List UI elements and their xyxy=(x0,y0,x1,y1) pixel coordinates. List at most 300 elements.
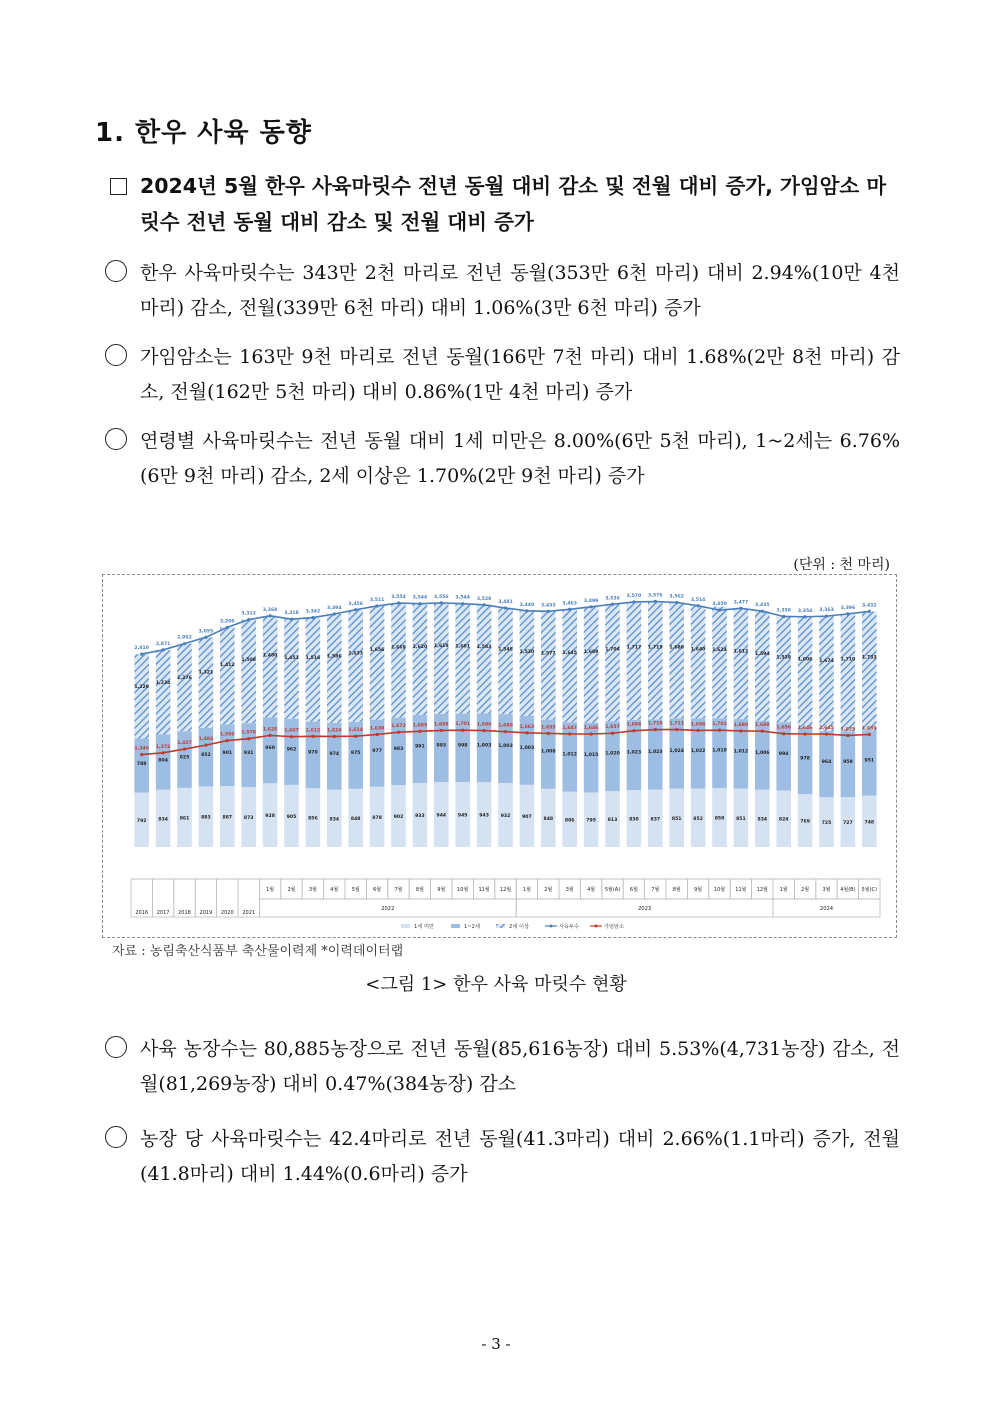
bar-label: 959 xyxy=(843,759,853,765)
line-point xyxy=(418,730,421,733)
line-point xyxy=(440,601,443,604)
line-label: 3,499 xyxy=(583,598,599,604)
line-label: 1,710 xyxy=(648,721,663,727)
category-label: 1월 xyxy=(779,887,788,893)
legend-label: 2세 이상 xyxy=(509,924,529,930)
line-label: 1,672 xyxy=(391,724,406,730)
bar-label: 1,022 xyxy=(690,748,706,754)
bar-label: 901 xyxy=(222,751,233,757)
bullet-text: 한우 사육마릿수는 343만 2천 마리로 전년 동월(353만 6천 마리) 대비 2.94%(10만 4천 마리) 감소, 전월(339만 6천 마리) 대비 1.06%(3만 6천 마리) 증가 xyxy=(140,262,900,319)
bar-label: 951 xyxy=(864,758,875,764)
line-label: 2,962 xyxy=(177,635,192,641)
line-label: 1,550 xyxy=(220,732,235,738)
page-number: - 3 - xyxy=(481,1335,511,1353)
bar-label: 861 xyxy=(179,816,190,822)
line-point xyxy=(611,732,614,735)
bar-segment xyxy=(134,654,149,738)
bar-label: 993 xyxy=(436,743,447,749)
bar-label: 1,669 xyxy=(391,645,406,651)
category-label: 6월 xyxy=(373,887,382,893)
line-label: 1,655 xyxy=(541,725,556,731)
bar-segment xyxy=(498,608,513,714)
bar-label: 907 xyxy=(522,814,532,820)
line-point xyxy=(868,733,871,736)
bar-label: 983 xyxy=(393,746,404,752)
bar-label: 978 xyxy=(800,756,810,762)
bar-label: 975 xyxy=(350,750,361,756)
line-point xyxy=(247,618,250,621)
bar-label: 1,003 xyxy=(519,745,535,751)
bar-label: 856 xyxy=(308,816,318,822)
line-label: 1,657 xyxy=(605,725,620,731)
bar-label: 873 xyxy=(243,816,254,822)
section-title: 1. 한우 사육 동향 xyxy=(95,118,312,148)
line-label: 1,625 xyxy=(840,727,856,733)
legend-swatch xyxy=(496,924,505,928)
bar-segment xyxy=(712,607,727,718)
bar-label: 1,023 xyxy=(648,749,663,755)
bar-segment xyxy=(348,610,363,722)
bar-label: 945 xyxy=(457,813,468,819)
bar-label: 1,276 xyxy=(177,675,192,681)
bar-segment xyxy=(220,627,235,724)
bar-segment xyxy=(562,609,577,722)
line-label: 3,544 xyxy=(455,595,470,601)
line-label: 3,396 xyxy=(840,605,856,611)
bar-label: 902 xyxy=(393,815,404,821)
bar-segment xyxy=(776,617,791,723)
line-label: 3,318 xyxy=(284,611,299,617)
bar-label: 858 xyxy=(714,816,725,822)
line-point xyxy=(226,739,229,742)
bar-label: 725 xyxy=(821,821,832,827)
line-label: 1,711 xyxy=(669,721,684,727)
category-label: 7월 xyxy=(394,887,403,893)
bar-label: 848 xyxy=(350,816,361,822)
line-label: 1,701 xyxy=(455,722,470,728)
category-label: 4월 xyxy=(587,887,596,893)
line-label: 3,463 xyxy=(562,601,577,607)
line-point xyxy=(483,603,486,606)
bar-segment xyxy=(819,616,834,731)
line-label: 3,055 xyxy=(198,629,214,635)
line-label: 1,694 xyxy=(626,722,642,728)
line-point xyxy=(376,604,379,607)
line-label: 3,562 xyxy=(669,594,684,600)
bar-label: 943 xyxy=(479,813,489,819)
bullet-text: 농장 당 사육마릿수는 42.4마리로 전년 동월(41.3마리) 대비 2.66%(1.1마리) 증가, 전월(41.8마리) 대비 1.44%(0.6마리) 증가 xyxy=(140,1128,900,1185)
bar-label: 1,012 xyxy=(562,752,577,758)
bar-label: 1,020 xyxy=(605,751,620,757)
line-label: 3,432 xyxy=(862,603,877,609)
category-label: 4월 xyxy=(330,887,339,893)
bar-label: 1,606 xyxy=(797,657,813,663)
bar-label: 825 xyxy=(179,755,190,761)
line-label: 3,312 xyxy=(241,611,256,617)
bar-segment xyxy=(648,602,663,720)
line-point xyxy=(525,609,528,612)
line-label: 1,688 xyxy=(755,723,770,729)
line-point xyxy=(590,732,593,735)
category-label: 2월 xyxy=(287,887,296,893)
bar-segment xyxy=(798,617,813,727)
bullet-paragraph xyxy=(105,424,900,494)
bar-segment xyxy=(734,608,749,719)
bar-segment xyxy=(627,602,642,720)
line-label: 1,614 xyxy=(348,728,363,734)
line-point xyxy=(183,642,186,645)
bullet-paragraph xyxy=(105,1032,900,1102)
line-point xyxy=(204,636,207,639)
bullet-paragraph xyxy=(105,256,900,326)
circle-bullet-icon xyxy=(105,428,127,450)
line-label: 2,871 xyxy=(155,641,171,647)
line-point xyxy=(162,751,165,754)
bullet-paragraph xyxy=(105,1122,900,1192)
bar-label: 848 xyxy=(543,816,554,822)
square-bullet xyxy=(110,172,142,201)
bar-label: 851 xyxy=(671,816,682,822)
bar-segment xyxy=(584,607,599,723)
bar-label: 1,006 xyxy=(755,750,770,756)
bar-label: 977 xyxy=(372,748,382,754)
line-point xyxy=(761,730,764,733)
line-label: 3,200 xyxy=(220,619,235,625)
line-point xyxy=(269,614,272,617)
line-label: 1,484 xyxy=(198,737,214,743)
bar-label: 962 xyxy=(286,747,297,753)
bar-label: 905 xyxy=(286,814,297,820)
bar-label: 1,003 xyxy=(498,744,513,750)
circle-bullet-icon xyxy=(105,344,127,366)
bar-label: 1,024 xyxy=(669,748,684,754)
bar-label: 1,594 xyxy=(755,651,770,657)
category-label: 3월 xyxy=(308,887,317,893)
line-point xyxy=(311,616,314,619)
bar-label: 804 xyxy=(158,758,168,764)
chart-frame xyxy=(102,574,897,938)
line-label: 3,556 xyxy=(434,594,449,600)
line-point xyxy=(846,612,849,615)
line-label: 1,685 xyxy=(412,723,428,729)
bar-label: 852 xyxy=(201,753,211,759)
line-point xyxy=(675,728,678,731)
line-point xyxy=(226,626,229,629)
bar-segment xyxy=(327,614,342,723)
category-label: 12월 xyxy=(756,887,768,893)
line-point xyxy=(590,605,593,608)
line-point xyxy=(525,731,528,734)
legend-label: 사육두수 xyxy=(559,924,580,930)
bar-label: 1,715 xyxy=(648,645,663,651)
bar-label: 792 xyxy=(136,818,147,824)
category-label: 2월 xyxy=(801,887,810,893)
category-label: 5월(C) xyxy=(861,887,878,893)
bar-label: 727 xyxy=(843,821,853,827)
bar-segment xyxy=(284,619,299,719)
bar-label: 1,546 xyxy=(498,647,513,653)
bar-label: 1,012 xyxy=(733,749,749,755)
bar-label: 1,008 xyxy=(541,749,556,755)
line-label: 3,554 xyxy=(391,595,406,601)
line-point xyxy=(632,600,635,603)
line-point xyxy=(354,735,357,738)
line-label: 3,481 xyxy=(498,600,513,606)
line-label: 1,427 xyxy=(177,741,192,747)
circle-bullet-icon xyxy=(105,1126,127,1148)
bar-label: 1,480 xyxy=(262,653,278,659)
category-label: 2020 xyxy=(220,910,234,916)
line-point xyxy=(739,607,742,610)
bar-label: 933 xyxy=(415,813,425,819)
category-label: 6월 xyxy=(629,887,638,893)
line-point xyxy=(162,648,165,651)
line-label: 1,646 xyxy=(797,726,813,732)
line-label: 1,610 xyxy=(327,728,342,734)
bar-label: 824 xyxy=(778,817,789,823)
line-label: 3,433 xyxy=(541,603,556,609)
bar-label: 964 xyxy=(821,759,832,765)
bar-segment xyxy=(413,604,428,715)
line-label: 3,570 xyxy=(626,593,642,599)
source-note: 자료 : 농림축산식품부 축산물이력제 *이력데이터랩 xyxy=(112,944,404,959)
line-point xyxy=(440,729,443,732)
line-point xyxy=(397,731,400,734)
line-label: 3,342 xyxy=(305,609,321,615)
bar-label: 1,717 xyxy=(626,645,642,651)
category-label: 11월 xyxy=(735,887,747,893)
bar-label: 970 xyxy=(308,750,318,756)
line-label: 1,612 xyxy=(305,728,321,734)
circle-bullet-icon xyxy=(105,1036,127,1058)
line-point xyxy=(418,602,421,605)
line-point xyxy=(247,737,250,740)
bar-label: 1,674 xyxy=(819,658,834,664)
bar-segment xyxy=(199,637,214,728)
bar-label: 1,018 xyxy=(712,748,727,754)
bar-label: 974 xyxy=(329,751,340,757)
bar-label: 769 xyxy=(800,819,810,825)
line-point xyxy=(761,610,764,613)
line-point xyxy=(804,615,807,618)
bar-segment xyxy=(477,605,492,714)
bar-segment xyxy=(455,604,470,714)
bar-label: 1,412 xyxy=(220,663,235,669)
line-point xyxy=(140,753,143,756)
line-label: 3,514 xyxy=(690,597,706,603)
bar-label: 806 xyxy=(564,818,575,824)
bar-label: 788 xyxy=(136,761,147,767)
line-label: 1,607 xyxy=(284,728,299,734)
bar-segment xyxy=(862,611,877,730)
bar-label: 1,003 xyxy=(476,743,492,749)
line-point xyxy=(718,609,721,612)
category-label: 8월 xyxy=(415,887,424,893)
category-label: 10월 xyxy=(713,887,726,893)
line-label: 1,698 xyxy=(434,722,449,728)
bar-label: 1,530 xyxy=(519,649,535,655)
line-point xyxy=(697,604,700,607)
unit-note: (단위 : 천 마리) xyxy=(793,557,890,573)
bar-label: 1,733 xyxy=(862,655,877,661)
bar-label: 991 xyxy=(415,744,425,750)
category-label: 3월 xyxy=(565,887,574,893)
bar-label: 1,586 xyxy=(327,654,342,660)
line-label: 1,646 xyxy=(583,726,599,732)
line-label: 3,368 xyxy=(262,607,278,613)
bar-segment xyxy=(541,611,556,719)
bar-label: 994 xyxy=(778,751,789,757)
line-label: 3,511 xyxy=(369,597,385,603)
line-point xyxy=(782,732,785,735)
category-label: 10월 xyxy=(457,887,469,893)
line-label: 3,528 xyxy=(476,596,492,602)
line-label: 1,626 xyxy=(262,727,278,733)
bar-segment xyxy=(156,650,171,735)
figure-caption: <그림 1> 한우 사육 마릿수 현황 xyxy=(365,974,627,995)
bullet-text: 연령별 사육마릿수는 전년 동월 대비 1세 미만은 8.00%(6만 5천 마리), 1~2세는 6.76%(6만 9천 마리) 감소, 2세 이상은 1.70%(2만 9천 마리) 증가 xyxy=(140,430,900,487)
line-point xyxy=(269,734,272,737)
category-label: 2021 xyxy=(242,910,256,916)
line-point xyxy=(140,652,143,655)
line-label: 1,698 xyxy=(690,722,706,728)
line-point xyxy=(376,733,379,736)
bar-label: 1,710 xyxy=(840,657,856,663)
bar-segment xyxy=(691,606,706,719)
line-point xyxy=(654,600,657,603)
line-point xyxy=(547,732,550,735)
category-label: 11월 xyxy=(478,887,490,893)
line-point xyxy=(675,601,678,604)
line-label: 1,680 xyxy=(498,723,513,729)
bar-segment xyxy=(520,611,535,716)
bar-label: 1,583 xyxy=(476,645,492,651)
line-label: 3,477 xyxy=(733,600,749,606)
line-point xyxy=(611,603,614,606)
legend-swatch xyxy=(451,924,460,928)
category-label: 4월(B) xyxy=(840,887,856,893)
year-group-label: 2024 xyxy=(819,906,834,912)
bar-label: 795 xyxy=(586,818,596,824)
category-label: 1월 xyxy=(266,887,275,893)
square-bullet-icon xyxy=(110,178,127,195)
line-point xyxy=(825,615,828,618)
legend-label: 1세 미만 xyxy=(414,924,434,930)
category-label: 2월 xyxy=(544,887,553,893)
bar-segment xyxy=(605,604,620,721)
line-point xyxy=(290,618,293,621)
bar-label: 852 xyxy=(693,816,703,822)
line-point xyxy=(654,728,657,731)
bar-label: 1,689 xyxy=(583,649,599,655)
category-label: 2016 xyxy=(135,910,149,916)
bar-label: 1,539 xyxy=(776,655,791,661)
bar-label: 1,229 xyxy=(134,685,149,691)
line-label: 3,394 xyxy=(327,606,342,612)
bar-label: 1,577 xyxy=(541,651,556,657)
bar-segment xyxy=(669,603,684,719)
category-label: 1월 xyxy=(522,887,531,893)
bar-label: 928 xyxy=(265,814,275,820)
bar-label: 834 xyxy=(329,817,340,823)
bar-label: 931 xyxy=(243,750,254,756)
bar-label: 960 xyxy=(265,746,275,752)
line-point xyxy=(397,601,400,604)
bar-label: 878 xyxy=(372,815,382,821)
line-point xyxy=(333,735,336,738)
bar-label: 1,656 xyxy=(369,648,385,654)
bar-label: 1,640 xyxy=(690,647,706,653)
bar-segment xyxy=(241,620,256,724)
bar-label: 1,624 xyxy=(712,648,727,654)
line-label: 1,639 xyxy=(369,726,385,732)
line-label: 1,690 xyxy=(733,722,749,728)
bar-label: 1,451 xyxy=(284,656,299,662)
line-label: 1,650 xyxy=(776,725,791,731)
bar-label: 883 xyxy=(201,815,211,821)
category-label: 5월(A) xyxy=(604,887,621,893)
bar-segment xyxy=(434,603,449,714)
line-label: 3,363 xyxy=(819,608,834,614)
line-label: 3,450 xyxy=(712,602,727,608)
category-label: 5월 xyxy=(351,887,360,893)
bar-label: 1,321 xyxy=(198,670,214,676)
line-label: 3,536 xyxy=(605,596,620,602)
bar-label: 1,023 xyxy=(626,750,642,756)
category-label: 8월 xyxy=(672,887,681,893)
bar-segment xyxy=(177,644,192,732)
line-point xyxy=(483,729,486,732)
bar-label: 748 xyxy=(864,820,875,826)
bar-label: 1,015 xyxy=(583,753,599,759)
bar-label: 932 xyxy=(500,814,511,820)
bar-label: 1,601 xyxy=(455,644,470,650)
line-point xyxy=(697,729,700,732)
line-label: 3,544 xyxy=(412,595,428,601)
line-point xyxy=(632,729,635,732)
bar-label: 944 xyxy=(436,813,447,819)
line-label: 3,358 xyxy=(776,608,791,614)
line-label: 3,435 xyxy=(755,603,770,609)
line-label: 3,354 xyxy=(797,608,813,614)
line-point xyxy=(504,730,507,733)
category-label: 2017 xyxy=(156,910,170,916)
line-label: 1,647 xyxy=(562,725,577,731)
headline: 2024년 5월 한우 사육마릿수 전년 동월 대비 감소 및 전월 대비 증가, 가임암소 마릿수 전년 동월 대비 감소 및 전월 대비 증가 xyxy=(140,174,887,234)
legend-label: 가임암소 xyxy=(604,924,625,930)
category-label: 9월 xyxy=(694,887,703,893)
bar-label: 834 xyxy=(158,817,168,823)
year-group-label: 2023 xyxy=(637,906,652,912)
bar-label: 1,619 xyxy=(434,644,449,650)
line-point xyxy=(846,734,849,737)
bar-label: 834 xyxy=(757,817,768,823)
category-label: 7월 xyxy=(651,887,660,893)
line-label: 3,576 xyxy=(648,593,663,599)
bar-label: 1,234 xyxy=(155,681,171,687)
bullet-text: 가임암소는 163만 9천 마리로 전년 동월(166만 7천 마리) 대비 1.68%(2만 8천 마리) 감소, 전월(162만 5천 마리) 대비 0.86%(1만 4천 마리) 증가 xyxy=(140,346,900,403)
bar-label: 1,645 xyxy=(562,651,577,657)
line-point xyxy=(568,608,571,611)
category-label: 3월 xyxy=(822,887,831,893)
line-point xyxy=(290,735,293,738)
bar-label: 1,516 xyxy=(305,656,321,662)
bullet-text: 사육 농장수는 80,885농장으로 전년 동월(85,616농장) 대비 5.53%(4,731농장) 감소, 전월(81,269농장) 대비 0.47%(384농장) 감소 xyxy=(140,1038,900,1095)
circle-bullet-icon xyxy=(105,260,127,282)
bar-label: 1,620 xyxy=(412,644,428,650)
year-group-label: 2022 xyxy=(381,906,395,912)
line-point xyxy=(568,732,571,735)
